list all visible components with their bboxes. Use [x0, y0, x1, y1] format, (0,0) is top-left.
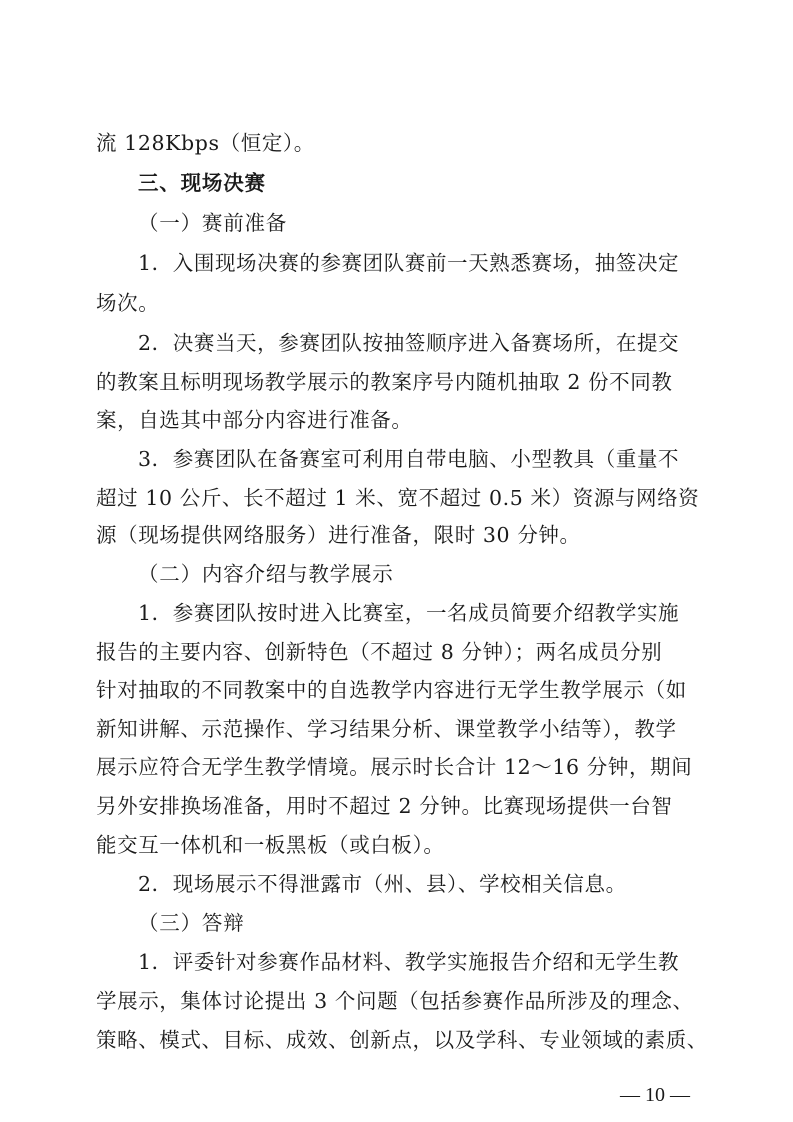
body-text-line: 策略、模式、目标、成效、创新点，以及学科、专业领域的素质、: [96, 1028, 708, 1052]
body-text-line: 2．现场展示不得泄露市（州、县）、学校相关信息。: [138, 872, 627, 896]
body-text-line: 报告的主要内容、创新特色（不超过 8 分钟）；两名成员分别: [96, 640, 663, 664]
body-text-line: 能交互一体机和一板黑板（或白板）。: [96, 833, 445, 857]
body-text-line: 3．参赛团队在备赛室可利用自带电脑、小型教具（重量不: [138, 447, 680, 471]
body-text-line: 场次。: [96, 291, 160, 315]
body-text-line: 源（现场提供网络服务）进行准备，限时 30 分钟。: [96, 523, 581, 547]
body-text-line: 案，自选其中部分内容进行准备。: [96, 408, 413, 432]
body-text-line: 学展示，集体讨论提出 3 个问题（包括参赛作品所涉及的理念、: [96, 989, 694, 1013]
page-number: — 10 —: [620, 1084, 690, 1106]
body-text-line: 针对抽取的不同教案中的自选教学内容进行无学生教学展示（如: [96, 678, 687, 702]
body-text-line: 1．入围现场决赛的参赛团队赛前一天熟悉赛场，抽签决定: [138, 251, 680, 275]
subsection-heading: （一）赛前准备: [138, 211, 288, 235]
body-text-line: 2．决赛当天，参赛团队按抽签顺序进入备赛场所，在提交: [138, 331, 680, 355]
body-text-line: 1．参赛团队按时进入比赛室，一名成员简要介绍教学实施: [138, 601, 680, 625]
body-text-line: 超过 10 公斤、长不超过 1 米、宽不超过 0.5 米）资源与网络资: [96, 486, 700, 510]
body-text-line: 另外安排换场准备，用时不超过 2 分钟。比赛现场提供一台智: [96, 794, 673, 818]
subsection-heading: （三）答辩: [138, 911, 245, 935]
body-text-line: 流 128Kbps（恒定）。: [96, 131, 315, 155]
body-text-line: 展示应符合无学生教学情境。展示时长合计 12～16 分钟，期间: [96, 755, 693, 779]
body-text-line: 1．评委针对参赛作品材料、教学实施报告介绍和无学生教: [138, 950, 680, 974]
subsection-heading: （二）内容介绍与教学展示: [138, 562, 394, 586]
body-text-line: 新知讲解、示范操作、学习结果分析、课堂教学小结等），教学: [96, 717, 677, 741]
section-heading: 三、现场决赛: [138, 171, 266, 195]
body-text-line: 的教案且标明现场教学展示的教案序号内随机抽取 2 份不同教: [96, 370, 673, 394]
